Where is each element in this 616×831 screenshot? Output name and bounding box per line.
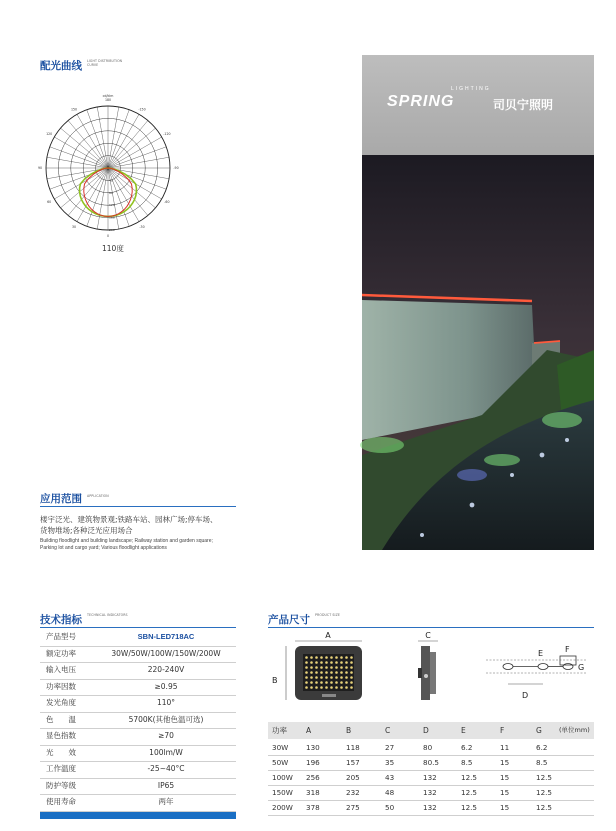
led-chip	[350, 686, 353, 689]
table-cell: 200W	[272, 803, 293, 812]
spec-label: 额定功率	[46, 648, 76, 658]
led-chip	[335, 681, 338, 684]
product-scene-photo	[362, 55, 594, 550]
dim-label-a: A	[325, 631, 331, 640]
led-chip	[325, 686, 328, 689]
brand-banner	[362, 55, 594, 155]
dim-head-a: A	[306, 726, 312, 735]
application-title: 应用范围	[40, 493, 82, 505]
specs-title-en: TECHNICAL INDICATORS	[87, 613, 128, 617]
led-chip	[335, 686, 338, 689]
table-cell: 12.5	[536, 803, 553, 812]
dim-label-b: B	[272, 676, 278, 685]
led-chip	[330, 671, 333, 674]
specs-title: 技术指标	[40, 614, 82, 626]
angle-label: -120	[163, 132, 171, 137]
led-chip	[340, 661, 343, 664]
table-cell: 150W	[272, 788, 293, 797]
led-chip	[340, 671, 343, 674]
led-chip	[335, 676, 338, 679]
angle-label: -90	[173, 166, 179, 171]
table-cell: 11	[500, 743, 510, 752]
beam-angle-caption: 110度	[102, 244, 124, 253]
led-chip	[315, 676, 318, 679]
table-cell: 15	[500, 773, 510, 782]
led-chip	[335, 661, 338, 664]
spec-value: 100lm/W	[149, 747, 183, 757]
led-chip	[305, 671, 308, 674]
spec-row	[40, 712, 236, 730]
night-city-wall-image	[362, 155, 594, 550]
dim-head-g: G	[536, 726, 542, 735]
table-cell: 35	[385, 758, 395, 767]
spec-value: ≥70	[158, 731, 174, 740]
led-chip	[320, 681, 323, 684]
led-chip	[350, 676, 353, 679]
led-chip	[335, 666, 338, 669]
table-cell: 378	[306, 803, 320, 812]
angle-label: -150	[138, 107, 146, 112]
table-cell: 12.5	[536, 773, 553, 782]
table-cell: 6.2	[461, 743, 473, 752]
led-chip	[350, 681, 353, 684]
spec-value: ≥0.95	[154, 681, 178, 691]
led-chip	[350, 656, 353, 659]
angle-label: -60	[164, 200, 170, 205]
led-chip	[320, 671, 323, 674]
dim-head-e: E	[461, 726, 466, 735]
led-chip	[345, 666, 348, 669]
spec-row	[40, 695, 236, 713]
spec-label: 使用寿命	[46, 797, 76, 806]
table-cell: 12.5	[461, 788, 478, 797]
light-distribution-chart	[38, 92, 178, 244]
table-cell: 275	[346, 803, 360, 812]
table-cell: 50	[385, 803, 395, 812]
led-chip	[325, 661, 328, 664]
led-chip	[310, 656, 313, 659]
led-chip	[305, 686, 308, 689]
ring-label: 120	[109, 203, 115, 208]
led-chip	[350, 671, 353, 674]
dim-label-d: D	[522, 691, 529, 700]
spec-label: 工作温度	[46, 764, 76, 773]
spec-value: -25~40°C	[147, 764, 185, 773]
dim-label-g: G	[578, 663, 585, 672]
table-cell: 118	[346, 743, 360, 752]
led-chip	[315, 681, 318, 684]
table-row	[268, 740, 594, 756]
led-chip	[310, 671, 313, 674]
spec-row	[40, 778, 236, 796]
led-chip	[350, 666, 353, 669]
spec-label: 光 效	[46, 747, 76, 757]
led-chip	[345, 681, 348, 684]
application-text-cn-1: 楼宇泛光、建筑物景观;铁路车站、园林广场;停车场、	[40, 515, 218, 524]
floodlight-side-view	[421, 646, 430, 700]
table-cell: 6.2	[536, 743, 548, 752]
spec-value: 5700K(其他色温可选)	[128, 714, 204, 724]
led-chip	[345, 676, 348, 679]
dim-head-c: C	[385, 726, 391, 735]
spec-row	[40, 662, 236, 680]
table-cell: 15	[500, 803, 510, 812]
table-cell: 256	[306, 773, 320, 782]
table-cell: 196	[306, 758, 320, 767]
led-chip	[345, 656, 348, 659]
table-cell: 205	[346, 773, 360, 782]
light-curve-title: 配光曲线	[40, 60, 82, 72]
table-cell: 157	[346, 758, 360, 767]
table-cell: 50W	[272, 758, 289, 767]
led-chip	[345, 671, 348, 674]
dimensions-table-header	[268, 722, 594, 739]
spec-row	[40, 761, 236, 779]
led-chip	[350, 661, 353, 664]
spec-row	[40, 728, 236, 746]
dim-head-d: D	[423, 726, 429, 735]
led-chip	[335, 671, 338, 674]
dim-head-b: B	[346, 726, 352, 735]
brand-cn: 司贝宁照明	[493, 98, 554, 112]
led-chip	[305, 666, 308, 669]
table-cell: 132	[423, 788, 437, 797]
application-text-en-1: Building floodlight and building landscape; Railway station and garden square;	[40, 538, 213, 544]
led-chip	[325, 681, 328, 684]
dimensions-title-en: PRODUCT SIZE	[315, 613, 340, 617]
led-chip	[315, 686, 318, 689]
led-chip	[320, 656, 323, 659]
table-row	[268, 785, 594, 801]
table-cell: 12.5	[461, 803, 478, 812]
application-title-en: APPLICATION	[87, 494, 109, 498]
led-chip	[335, 656, 338, 659]
table-cell: 232	[346, 788, 360, 797]
led-chip	[315, 671, 318, 674]
spec-value: IP65	[157, 780, 175, 790]
spec-label: 发光角度	[46, 698, 76, 707]
polar-unit-label: cd/klm	[102, 94, 114, 98]
application-divider	[40, 506, 236, 507]
table-cell: 48	[385, 788, 395, 797]
spec-label: 输入电压	[46, 665, 76, 674]
led-chip	[340, 676, 343, 679]
led-chip	[305, 661, 308, 664]
application-text-en-2: Parking lot and cargo yard; Various floodlight applications	[40, 545, 167, 551]
specs-divider	[40, 627, 236, 628]
dimension-drawing	[268, 628, 594, 720]
led-chip	[305, 676, 308, 679]
table-cell: 43	[385, 773, 395, 782]
led-chip	[315, 666, 318, 669]
table-cell: 15	[500, 758, 510, 767]
led-chip	[345, 686, 348, 689]
dim-label-e: E	[538, 649, 544, 658]
led-chip	[325, 656, 328, 659]
led-chip	[310, 676, 313, 679]
dim-head-unit: (单位mm)	[559, 726, 590, 734]
spec-row	[40, 646, 236, 664]
table-cell: 80.5	[423, 758, 440, 767]
led-chip	[320, 666, 323, 669]
table-row	[268, 770, 594, 786]
dimensions-title: 产品尺寸	[268, 614, 310, 626]
angle-label: 0	[106, 234, 110, 239]
ring-label: 160	[109, 215, 115, 220]
ring-label: 80	[109, 190, 113, 195]
dim-head-f: F	[500, 726, 505, 735]
spec-row	[40, 794, 236, 812]
table-cell: 100W	[272, 773, 293, 782]
led-chip	[330, 681, 333, 684]
spec-value: SBN-LED718AC	[137, 632, 195, 641]
spec-value: 30W/50W/100W/150W/200W	[111, 648, 221, 658]
angle-label: 90	[37, 166, 43, 171]
led-chip	[325, 676, 328, 679]
angle-label: 120	[46, 132, 53, 137]
led-chip	[305, 656, 308, 659]
angle-label: 150	[70, 107, 78, 112]
ring-label: 200	[109, 228, 115, 232]
spec-row	[40, 745, 236, 763]
led-chip	[310, 661, 313, 664]
spec-label: 功率因数	[46, 681, 76, 691]
led-chip	[325, 671, 328, 674]
led-chip	[315, 661, 318, 664]
led-chip	[310, 681, 313, 684]
spec-table-footer-bar	[40, 812, 236, 819]
angle-label: 60	[47, 200, 52, 205]
spec-value: 220-240V	[147, 665, 185, 674]
led-chip	[330, 666, 333, 669]
dim-head-power: 功率	[272, 726, 287, 735]
table-cell: 12.5	[461, 773, 478, 782]
table-cell: 132	[423, 803, 437, 812]
ring-label: 40	[109, 178, 113, 183]
table-cell: 132	[423, 773, 437, 782]
angle-label: 30	[71, 225, 77, 230]
spec-label: 色 温	[46, 714, 76, 724]
led-chip	[340, 656, 343, 659]
led-chip	[305, 681, 308, 684]
table-cell: 27	[385, 743, 395, 752]
led-chip	[315, 656, 318, 659]
led-chip	[320, 661, 323, 664]
spec-label: 防护等级	[46, 780, 76, 790]
brand-sub: LIGHTING	[451, 86, 491, 92]
spec-label: 产品型号	[46, 632, 76, 641]
led-chip	[320, 676, 323, 679]
spec-label: 显色指数	[46, 731, 76, 740]
table-cell: 30W	[272, 743, 289, 752]
table-row	[268, 755, 594, 771]
spec-value: 110°	[156, 698, 176, 707]
angle-label: -30	[139, 225, 145, 230]
brand-name: SPRING	[387, 93, 455, 110]
table-cell: 80	[423, 743, 433, 752]
led-chip	[340, 686, 343, 689]
led-chip	[310, 686, 313, 689]
dim-label-f: F	[565, 645, 570, 654]
mounting-bracket	[503, 656, 576, 670]
led-chip	[345, 661, 348, 664]
led-chip	[330, 661, 333, 664]
angle-label: 180	[104, 98, 112, 103]
led-chip	[330, 686, 333, 689]
table-cell: 318	[306, 788, 320, 797]
table-row	[268, 800, 594, 816]
led-chip	[340, 681, 343, 684]
table-cell: 12.5	[536, 788, 553, 797]
brand-logo	[387, 86, 554, 112]
table-cell: 130	[306, 743, 320, 752]
led-chip	[330, 656, 333, 659]
spec-row	[40, 629, 236, 647]
light-curve-title-en: LIGHT DISTRIBUTION CURVE	[87, 59, 123, 67]
led-chip	[310, 666, 313, 669]
application-text-cn-2: 货物堆场;各种泛光应用场合	[40, 526, 133, 535]
led-chip	[325, 666, 328, 669]
table-cell: 8.5	[536, 758, 548, 767]
led-chip	[320, 686, 323, 689]
dim-label-c: C	[425, 631, 431, 640]
table-cell: 8.5	[461, 758, 473, 767]
spec-value: 两年	[158, 797, 174, 806]
table-cell: 15	[500, 788, 510, 797]
led-chip	[340, 666, 343, 669]
spec-row	[40, 679, 236, 697]
led-chip	[330, 676, 333, 679]
